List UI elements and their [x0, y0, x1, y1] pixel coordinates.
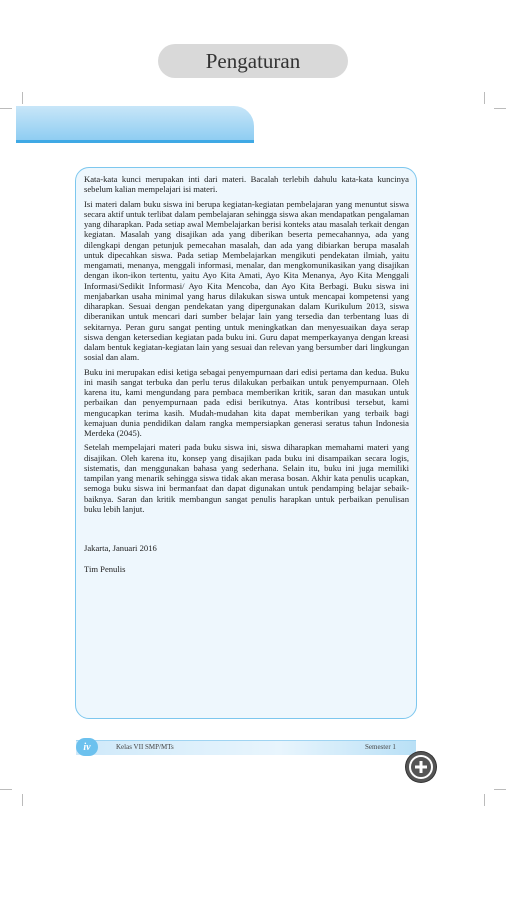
- crop-mark: [484, 92, 485, 104]
- crop-mark: [22, 794, 23, 806]
- place-date: Jakarta, Januari 2016: [84, 543, 157, 553]
- zoom-in-button[interactable]: [406, 752, 436, 782]
- crop-mark: [494, 108, 506, 109]
- crop-mark: [494, 789, 506, 790]
- page-title: [158, 44, 348, 78]
- paragraph-1: Isi materi dalam buku siswa ini berupa kegiatan-kegiatan pembelajaran yang menuntut siswa secara aktif untuk terlibat dalam pembelajaran sehingga siswa akan mendapatkan pengalaman yang diharapkan. Pada setiap awal Membelajarkan berisi konteks atau masalah terkait dengan kegiatan. Masalah yang disajikan ada yang diberikan beserta pemecahannya, ada yang dilengkapi dengan petunjuk pemecahan masalah, dan ada yang dibiarkan berupa masalah untuk dipecahkan siswa. Pada setiap Membelajarkan mengikuti pendekatan ilmiah, yaitu mengamati, menanya, menggali informasi, menalar, dan mengkomunikasikan yang disajikan dengan ikon-ikon tertentu, yaitu Ayo Kita Amati, Ayo Kita Menanya, Ayo Kita Menggali Informasi/Sedikit Informasi/ Ayo Kita Mencoba, dan Ayo Kita Berbagi. Buku siswa ini menjabarkan usaha minimal yang harus dilakukan siswa untuk mencapai kompetensi yang diharapkan. Sesuai dengan pendekatan yang dipergunakan dalam Kurikulum 2013, siswa diberanikan untuk mencari dari sumber belajar lain yang tersedia dan terbentang luas di sekitarnya. Peran guru sangat penting untuk meningkatkan dan menyesuaikan daya serap siswa dengan ketersedian kegiatan pada buku ini. Guru dapat memperkayanya dengan kreasi dalam bentuk kegiatan-kegiatan lain yang sesuai dan relevan yang bersumber dari lingkungan sosial dan alam.: [84, 198, 409, 363]
- footer-book: Kelas VII SMP/MTs: [116, 743, 174, 751]
- paragraph-2: Buku ini merupakan edisi ketiga sebagai penyempurnaan dari edisi pertama dan kedua. Buku ini masih sangat terbuka dan perlu terus dilakukan perbaikan untuk penyempurnaan. Oleh karena itu, kami mengundang para pembaca memberikan kritik, saran dan masukan untuk perbaikan dan penyempurnaan pada edisi berikutnya. Atas kontribusi tersebut, kami mengucapkan terima kasih. Mudah-mudahan kita dapat memberikan yang terbaik bagi kemajuan dunia pendidikan dalam rangka mempersiapkan generasi seratus tahun Indonesia Merdeka (2045).: [84, 366, 409, 438]
- preface-box: [75, 167, 417, 719]
- intro-paragraph: Kata-kata kunci merupakan inti dari materi. Bacalah terlebih dahulu kata-kata kuncinya sebelum kalian mempelajari isi materi.: [84, 174, 409, 195]
- crop-mark: [484, 794, 485, 806]
- crop-mark: [22, 92, 23, 104]
- paragraph-3: Setelah mempelajari materi pada buku siswa ini, siswa diharapkan memahami materi yang disajikan. Oleh karena itu, konsep yang disajikan pada buku ini disampaikan secara logis, sistematis, dan menggunakan bahasa yang sederhana. Selain itu, buku ini juga memiliki tampilan yang menarik sehingga siswa tidak akan merasa bosan. Akhir kata penulis ucapkan, semoga buku siswa ini bermanfaat dan dapat digunakan untuk pendamping belajar sebaik-baiknya. Saran dan kritik membangun sangat penulis harapkan untuk perbaikan penulisan buku lebih lanjut.: [84, 442, 409, 514]
- page-number: iv: [76, 738, 98, 756]
- section-ribbon: [16, 106, 254, 143]
- author: Tim Penulis: [84, 564, 126, 574]
- crop-mark: [0, 789, 12, 790]
- page-title-text: Pengaturan: [205, 48, 301, 73]
- footer-semester: Semester 1: [365, 743, 396, 751]
- crop-mark: [0, 108, 12, 109]
- plus-circle-icon: [408, 754, 434, 780]
